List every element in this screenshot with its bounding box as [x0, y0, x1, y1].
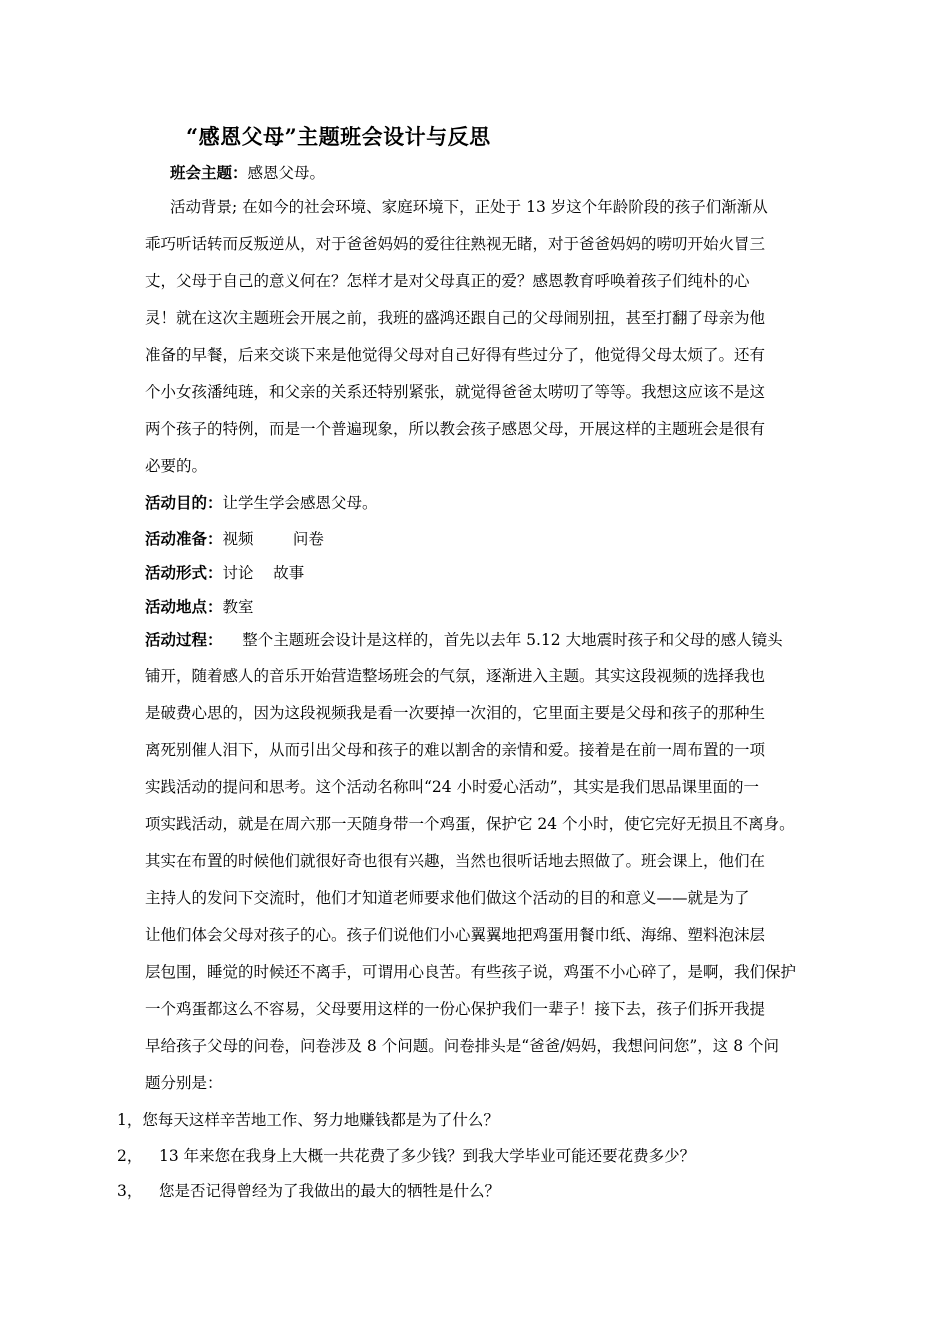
question-text: 您每天这样辛苦地工作、努力地赚钱都是为了什么？: [142, 1111, 499, 1129]
background-line: 乖巧听话转而反叛逆从，对于爸爸妈妈的爱往往熟视无睹，对于爸爸妈妈的唠叨开始火冒三: [145, 235, 766, 253]
process-line: 项实践活动，就是在周六那一天随身带一个鸡蛋，保护它 24 个小时，使它完好无损且不离身。: [145, 815, 795, 833]
goal-line: [145, 492, 378, 514]
form-label: 活动形式：: [145, 563, 223, 582]
process-label: 活动过程：: [145, 630, 223, 649]
process-line: 主持人的发问下交流时，他们才知道老师要求他们做这个活动的目的和意义——就是为了: [145, 889, 750, 907]
question-item: [117, 1145, 695, 1167]
question-item: [117, 1180, 500, 1202]
form-line: [145, 562, 304, 584]
process-line: 早给孩子父母的问卷，问卷涉及 8 个问题。问卷排头是“爸爸/妈妈，我想问问您”，这 8 个问: [145, 1037, 780, 1055]
prep-line: [145, 528, 324, 550]
place-line: [145, 596, 254, 618]
prep-value: 视频 问卷: [222, 530, 324, 548]
process-line: 其实在布置的时候他们就很好奇也很有兴趣，当然也很听话地去照做了。班会课上，他们在: [145, 852, 766, 870]
question-number: 1，: [117, 1111, 143, 1129]
form-value: 讨论 故事: [222, 564, 305, 582]
background-line: 准备的早餐，后来交谈下来是他觉得父母对自己好得有些过分了，他觉得父母太烦了。还有: [145, 346, 766, 364]
background-line: 必要的。: [145, 457, 208, 475]
question-number: 3，: [117, 1182, 143, 1200]
question-item: [117, 1109, 499, 1131]
place-value: 教室: [222, 598, 254, 616]
background-line: 灵！就在这次主题班会开展之前，我班的盛鸿还跟自己的父母闹别扭，甚至打翻了母亲为他: [145, 309, 766, 327]
background-line: 个小女孩潘纯琏，和父亲的关系还特别紧张，就觉得爸爸太唠叨了等等。我想这应该不是这: [145, 383, 766, 401]
process-first-text: 整个主题班会设计是这样的，首先以去年 5.12 大地震时孩子和父母的感人镜头: [222, 631, 783, 649]
process-line: [145, 629, 783, 651]
process-line: 让他们体会父母对孩子的心。孩子们说他们小心翼翼地把鸡蛋用餐巾纸、海绵、塑料泡沫层: [145, 926, 766, 944]
process-line: 是破费心思的，因为这段视频我是看一次要掉一次泪的，它里面主要是父母和孩子的那种生: [145, 704, 766, 722]
process-line: 层包围，睡觉的时候还不离手，可谓用心良苦。有些孩子说，鸡蛋不小心碎了，是啊，我们保护: [145, 963, 797, 981]
theme-line: [170, 162, 325, 184]
document-title: “感恩父母”主题班会设计与反思: [186, 124, 491, 149]
background-line: 两个孩子的特例，而是一个普遍现象，所以教会孩子感恩父母，开展这样的主题班会是很有: [145, 420, 766, 438]
background-line: 活动背景; 在如今的社会环境、家庭环境下，正处于 13 岁这个年龄阶段的孩子们渐渐从: [170, 198, 768, 216]
process-line: 实践活动的提问和思考。这个活动名称叫“24 小时爱心活动”，其实是我们思品课里面的一: [145, 778, 760, 796]
process-line: 一个鸡蛋都这么不容易，父母要用这样的一份心保护我们一辈子！接下去，孩子们拆开我提: [145, 1000, 766, 1018]
place-label: 活动地点：: [145, 597, 223, 616]
process-line: 离死别催人泪下，从而引出父母和孩子的难以割舍的亲情和爱。接着是在前一周布置的一项: [145, 741, 766, 759]
question-text: 您是否记得曾经为了我做出的最大的牺牲是什么？: [159, 1182, 501, 1200]
question-number: 2，: [117, 1147, 143, 1165]
process-line: 铺开，随着感人的音乐开始营造整场班会的气氛，逐渐进入主题。其实这段视频的选择我也: [145, 667, 766, 685]
goal-value: 让学生学会感恩父母。: [222, 494, 378, 512]
goal-label: 活动目的：: [145, 493, 223, 512]
background-line: 丈，父母于自己的意义何在？怎样才是对父母真正的爱？感恩教育呼唤着孩子们纯朴的心: [145, 272, 750, 290]
process-line: 题分别是：: [145, 1074, 223, 1092]
theme-value: 感恩父母。: [247, 164, 326, 182]
theme-label: 班会主题：: [170, 163, 248, 182]
prep-label: 活动准备：: [145, 529, 223, 548]
question-text: 13 年来您在我身上大概一共花费了多少钱？到我大学毕业可能还要花费多少？: [159, 1147, 696, 1165]
